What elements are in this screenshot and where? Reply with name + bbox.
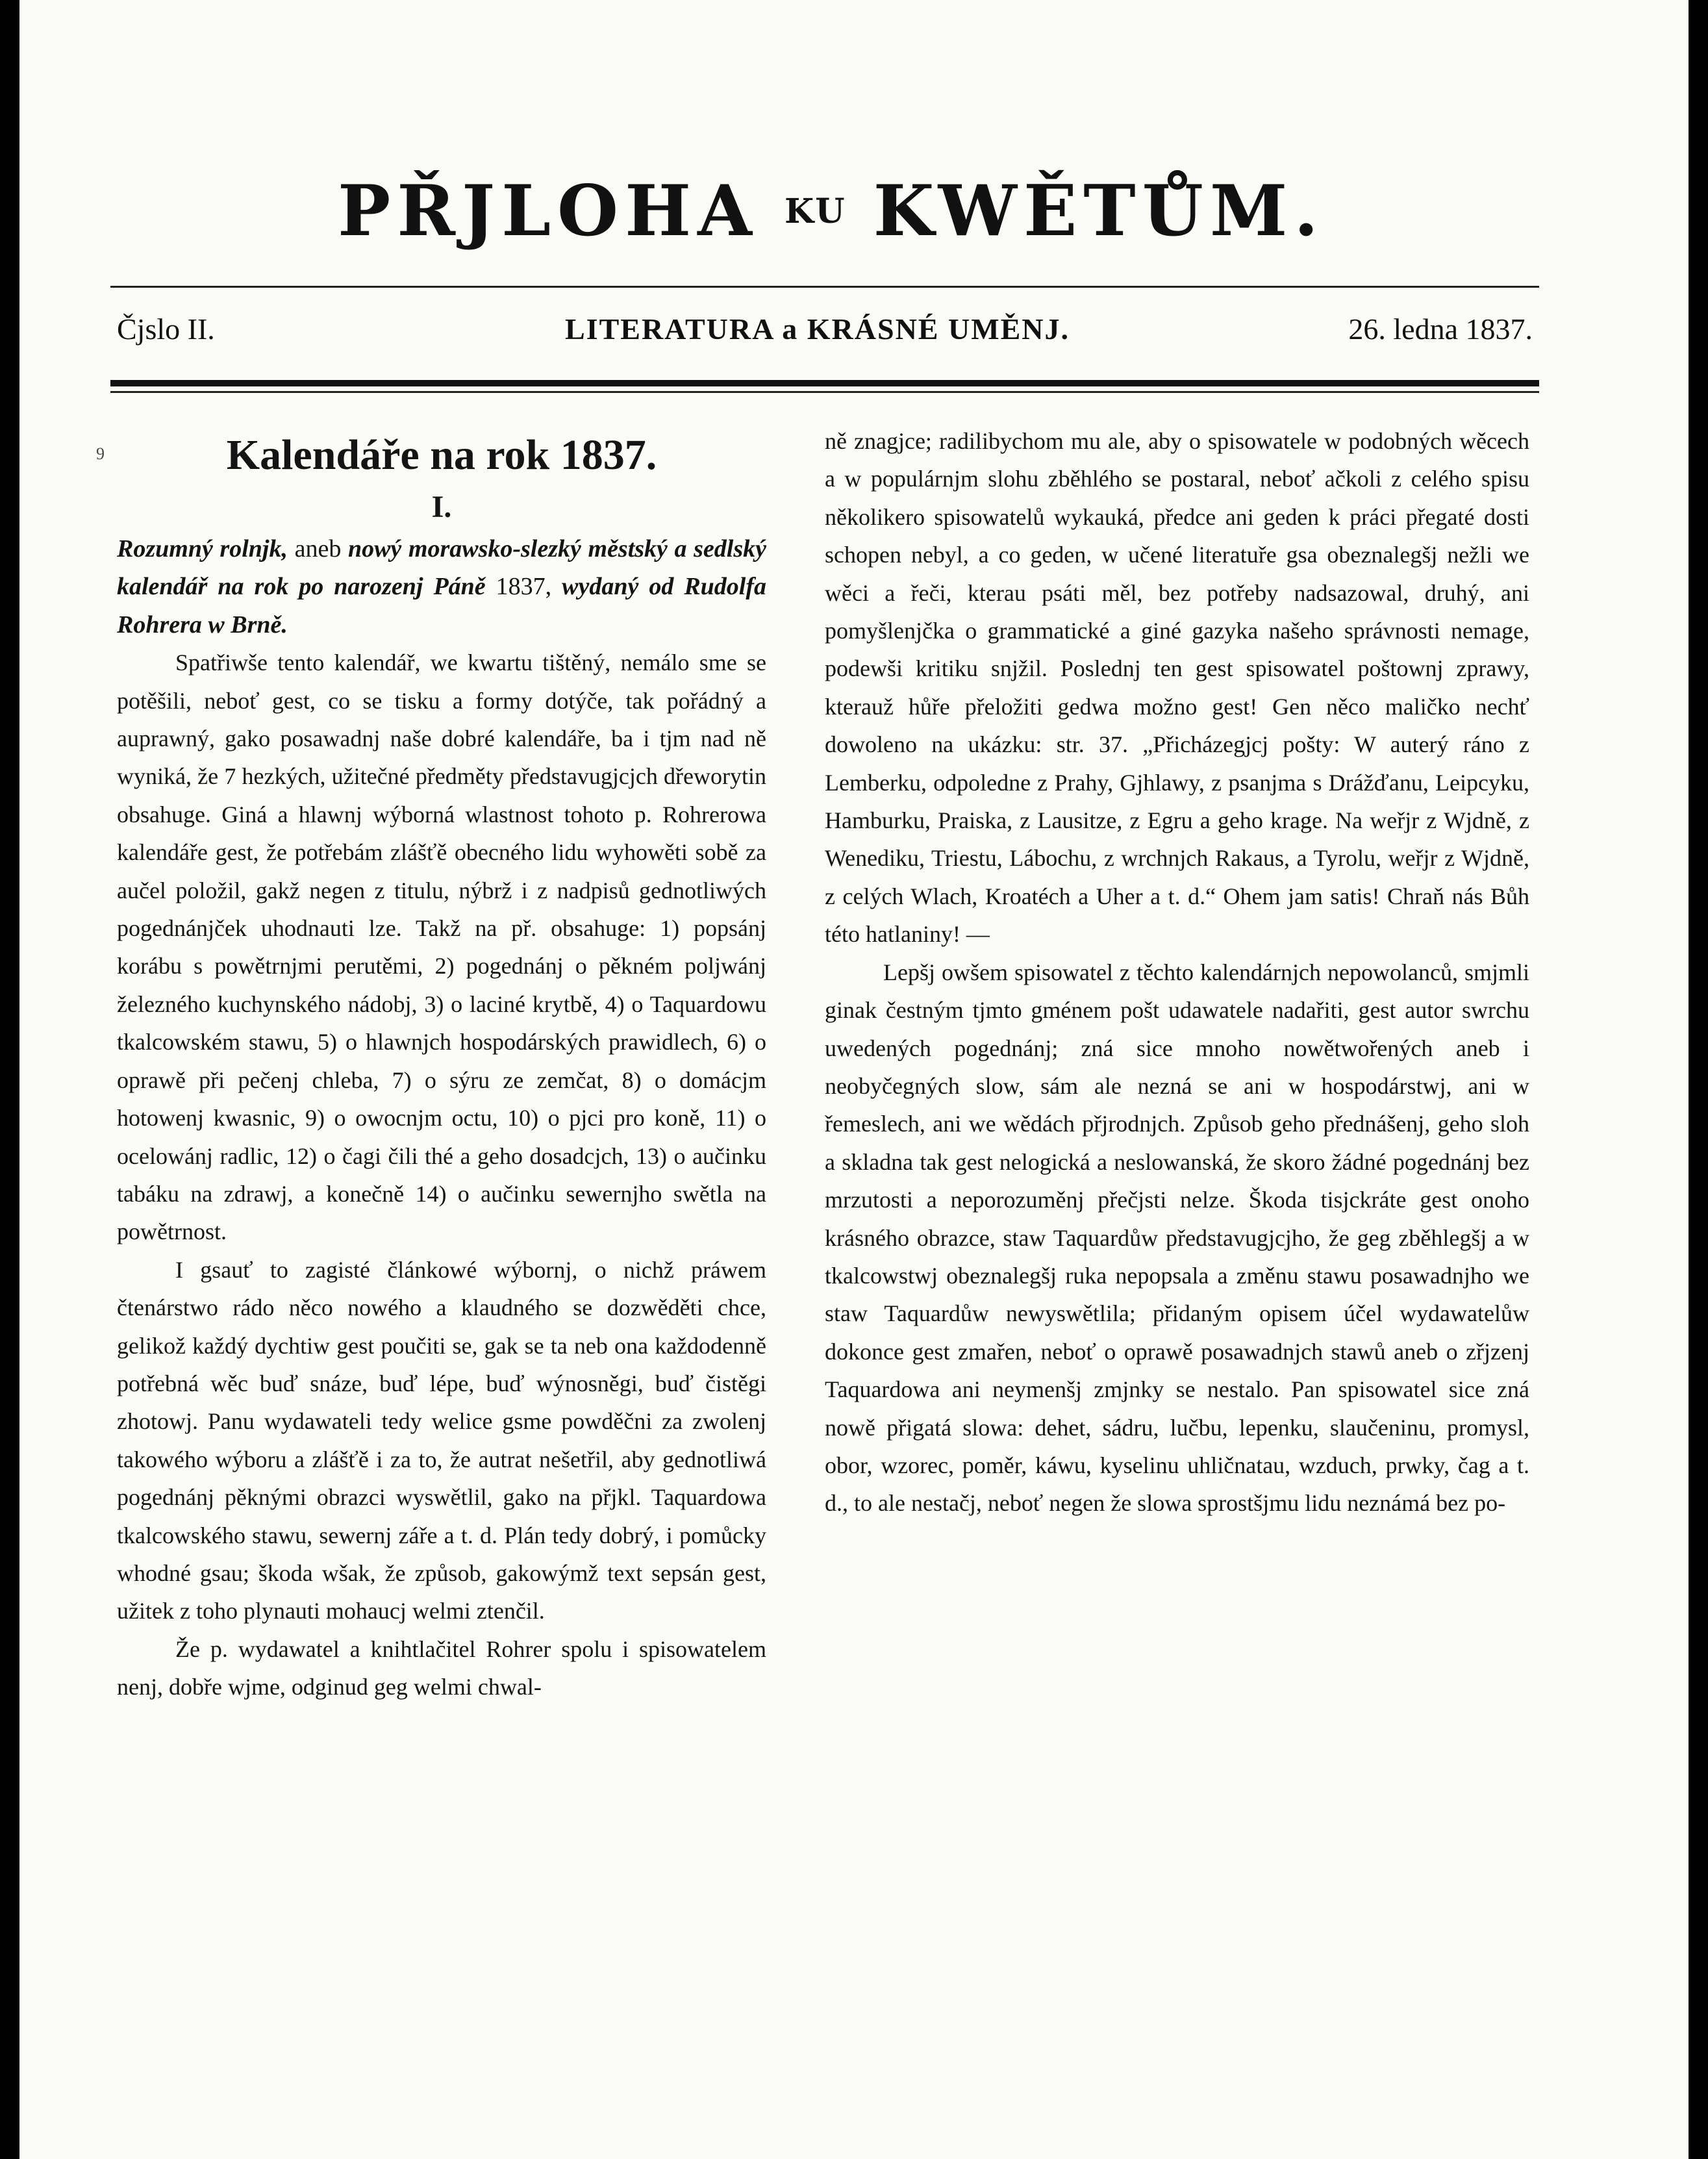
bib-title: Rozumný rolnjk, [117, 535, 288, 562]
section-title: LITERATURA a KRÁSNÉ UMĚNJ. [565, 312, 1070, 346]
issue-line [117, 305, 1533, 357]
article-title: Kalendáře na rok 1837. [226, 431, 657, 479]
masthead [117, 162, 1546, 260]
left-column [96, 422, 767, 1706]
right-column [825, 422, 1529, 1522]
bibliography [117, 530, 766, 644]
header-rule-thick [110, 380, 1539, 386]
article-part: I. [431, 490, 452, 524]
paragraph: I gsauť to zagisté článkowé wýbornj, o nichž práwem čtenárstwo rádo něco nowého a klaudného se dozwěděti chce, gelikož každý dychtiw gest poučiti se, gak se ta neb ona každodenně potřebná wěc buď snáze, buď lépe, buď wýnosněgi, buď čistěgi zhotowj. Panu wydawateli tedy welice gsme powděčni za zwolenj takowého wýboru a zlášťě i za to, že autrat nešetřil, aby gednotliwá pogednánj pěknými obrazci wyswětlil, gako na přjkl. Taquardowa tkalcowského stawu, sewernj záře a t. d. Plán tedy dobrý, i pomůcky whodné gsau; škoda wšak, že způsob, gakowýmž text sepsán gest, užitek z toho plynauti mohaucj welmi ztenčil. [117, 1256, 766, 1624]
margin-number: 9 [96, 444, 105, 463]
masthead-word-2: KU [784, 191, 848, 231]
paragraph: Lepšj owšem spisowatel z těchto kalendárnjch nepowolanců, smjmli ginak čestným tjmto gménem pošt udawatele nadařiti, gest autor swrchu uwedených pogednánj; zná sice mnoho nowětwořených aneb i neobyčegných slow, sám ale nezná se ani w hospodárstwj, ani w řemeslech, ani we wědách přjrodnjch. Způsob geho přednášenj, geho sloh a skladna tak gest nelogická a neslowanská, že skoro žádné pogednánj bez mrzutosti a neporozuměnj přečjsti nelze. Škoda tisjckráte gest onoho krásného obrazce, staw Taquardůw představugjcjho, že geg zběhlegšj a w tkalcowstwj obeznalegšj ruka nepopsala a změnu stawu posawadnjho we staw Taquardůw newyswětlila; přidaným opisem účel wydawatelůw dokonce gest zmařen, neboť o oprawě posawadnjch stawů aneb o zřjzenj Taquardowa ani neymenšj zmjnky se nestalo. Pan spisowatel sice zná nowě přigatá slowa: dehet, sádru, lučbu, lepenku, slaučeninu, promysl, obor, wzorec, poměr, káwu, kyselinu uhličnatau, wzduch, prwky, čag a t. d., to ale nestačj, neboť negen že slowa sprostšjmu lidu neznámá bez po- [825, 959, 1529, 1517]
paragraph: Že p. wydawatel a knihtlačitel Rohrer spolu i spisowatelem nenj, dobře wjme, odginud geg welmi chwal- [117, 1635, 766, 1700]
issue-date: 26. ledna 1837. [1348, 312, 1533, 346]
scan-edge-right [1689, 0, 1708, 2159]
bib-year: 1837, [496, 573, 552, 601]
paragraph: ně znagjce; radilibychom mu ale, aby o spisowatele w podobných wěcech a w populárnjm slohu zběhlého se postaral, neboť ačkoli z celého spisu několikero spisowatelů wykauká, předce ani geden k práci přegaté dosti schopen nebyl, a co geden, w učené literatuře gsa obeznalegšj nežli we wěci a řeči, kterau psáti měl, bez potřeby nadsazowal, druhý, ani pomyšlenjčka o grammatické a giné gazyka našeho správnosti nemage, podewši kritiku snjžil. Poslednj ten gest spisowatel poštownj zprawy, kterauž hůře přeložiti gedwa možno gest! Gen něco maličko nechť dowoleno na ukázku: str. 37. „Přicházegjcj pošty: W auterý ráno z Lemberku, odpoledne z Prahy, Gjhlawy, z psanjma s Drážďanu, Leipcyku, Hamburku, Praiska, z Lausitze, z Egru a geho krage. Na weřjr z Wjdně, z Wenediku, Triestu, Lábochu, z wrchnjch Rakaus, a Tyrolu, weřjr z Wjdně, z celých Wlach, Kroatéch a Uher a t. d.“ Ohem jam satis! Chraň nás Bůh této hatlaniny! — [825, 428, 1529, 948]
header-rule-top [110, 286, 1539, 288]
masthead-word-3: KWĚTŮM. [873, 170, 1325, 252]
bib-conj: aneb [294, 535, 342, 562]
masthead-word-1: PŘJLOHA [338, 170, 759, 252]
newspaper-page [19, 0, 1689, 2159]
bib-publisher: wydaný od Rudolfa Rohrera w Brně. [117, 573, 767, 638]
issue-number: Čjslo II. [117, 312, 215, 346]
scan-edge-left [0, 0, 19, 2159]
bib-subtitle: nowý morawsko-slezký městský a sedlský kalendář na rok po narozenj Páně [117, 535, 767, 601]
paragraph: Spatřiwše tento kalendář, we kwartu tištěný, nemálo sme se potěšili, neboť gest, co se tisku a formy dotýče, tak pořádný a auprawný, gako posawadnj naše dobré kalendáře, ba i tjm nad ně wyniká, že 7 hezkých, užitečné předměty představugjcjch dřeworytin obsahuge. Giná a hlawnj wýborná wlastnost tohoto p. Rohrerowa kalendáře gest, že potřebám zlášťě obecného lidu wyhowěti sobě za aučel položil, gakž negen z titulu, nýbrž i z nadpisů gednotliwých pogednánjček uhodnauti lze. Takž na př. obsahuge: 1) popsánj korábu s powětrnjmi perutěmi, 2) pogednánj o pěkném poljwánj železného kuchynského nádobj, 3) o laciné krytbě, 4) o Taquardowu tkalcowském stawu, 5) o hlawnjch hospodárských prawidlech, 6) o oprawě při pečenj chleba, 7) o sýru ze zemčat, 8) o domácjm hotowenj kwasnic, 9) o owocnjm octu, 10) o pjci pro koně, 11) o ocelowánj radlic, 12) o čagi čili thé a geho dosadcjch, 13) o aučinku tabáku na zdrawj, a konečně 14) o aučinku sewernjho swětla na powětrnost. [117, 650, 766, 1245]
header-rule-bottom [110, 391, 1539, 393]
